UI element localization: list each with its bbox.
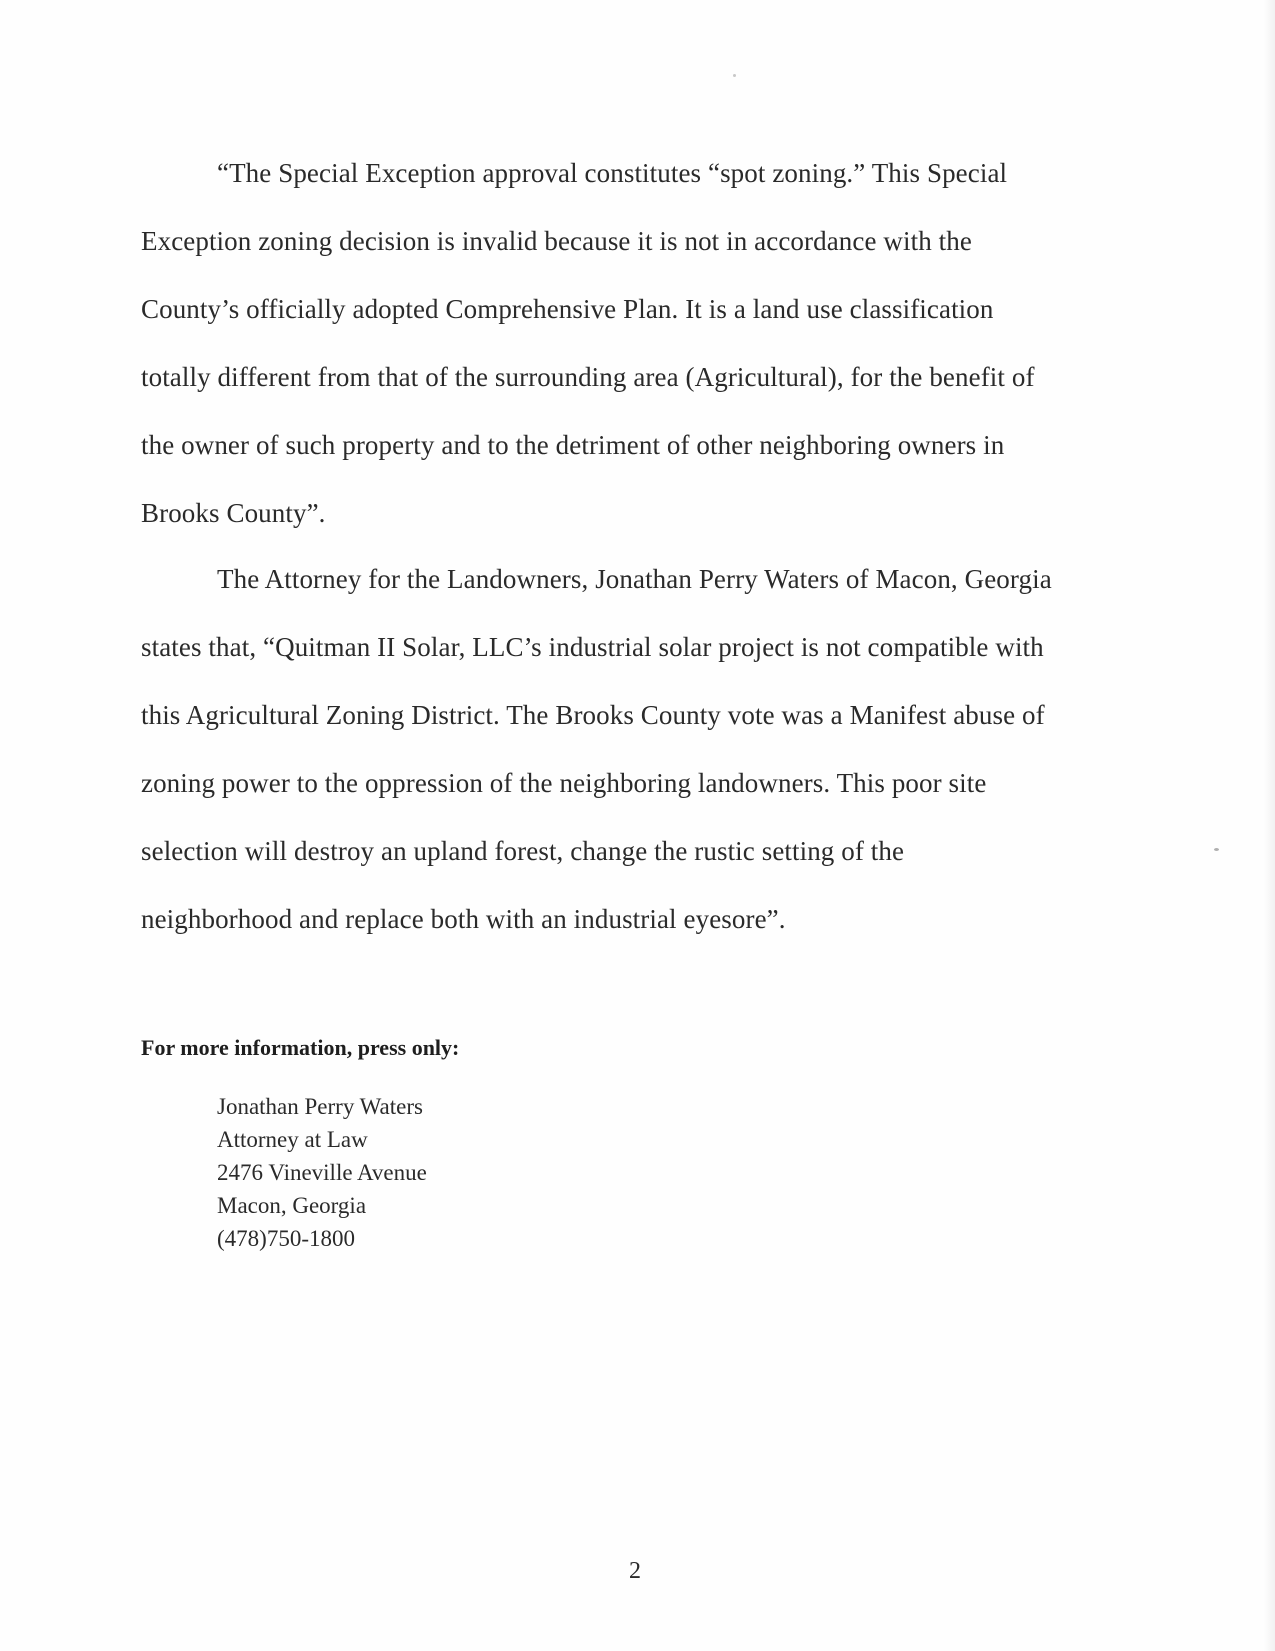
paragraph-line: neighborhood and replace both with an industrial eyesore”.: [141, 904, 786, 934]
paragraph-line: Exception zoning decision is invalid because it is not in accordance with the: [141, 226, 972, 256]
page-number: 2: [629, 1558, 641, 1584]
contact-city: Macon, Georgia: [217, 1193, 367, 1218]
contact-title: Attorney at Law: [217, 1127, 368, 1152]
paragraph-attorney-statement: [141, 545, 1141, 953]
scan-speck: [1214, 848, 1219, 851]
paragraph-line: County’s officially adopted Comprehensive Plan. It is a land use classification: [141, 294, 994, 324]
paragraph-line: totally different from that of the surrounding area (Agricultural), for the benefit of: [141, 362, 1035, 392]
paragraph-line: states that, “Quitman II Solar, LLC’s industrial solar project is not compatible with: [141, 632, 1044, 662]
press-contact-block: [217, 1090, 427, 1255]
contact-phone: (478)750-1800: [217, 1226, 355, 1251]
paragraph-line: The Attorney for the Landowners, Jonathan Perry Waters of Macon, Georgia: [217, 564, 1052, 594]
contact-name: Jonathan Perry Waters: [217, 1094, 423, 1119]
paragraph-line: selection will destroy an upland forest, change the rustic setting of the: [141, 836, 905, 866]
paragraph-line: the owner of such property and to the detriment of other neighboring owners in: [141, 430, 1005, 460]
contact-street: 2476 Vineville Avenue: [217, 1160, 427, 1185]
paragraph-spot-zoning: [141, 139, 1141, 547]
press-contact-heading: For more information, press only:: [141, 1035, 460, 1060]
paragraph-line: zoning power to the oppression of the neighboring landowners. This poor site: [141, 768, 987, 798]
scan-speck: [733, 74, 736, 77]
paragraph-line: “The Special Exception approval constitutes “spot zoning.” This Special: [217, 158, 1008, 188]
paragraph-line: Brooks County”.: [141, 498, 326, 528]
scan-edge-shadow: [1263, 0, 1275, 1651]
paragraph-line: this Agricultural Zoning District. The Brooks County vote was a Manifest abuse of: [141, 700, 1045, 730]
